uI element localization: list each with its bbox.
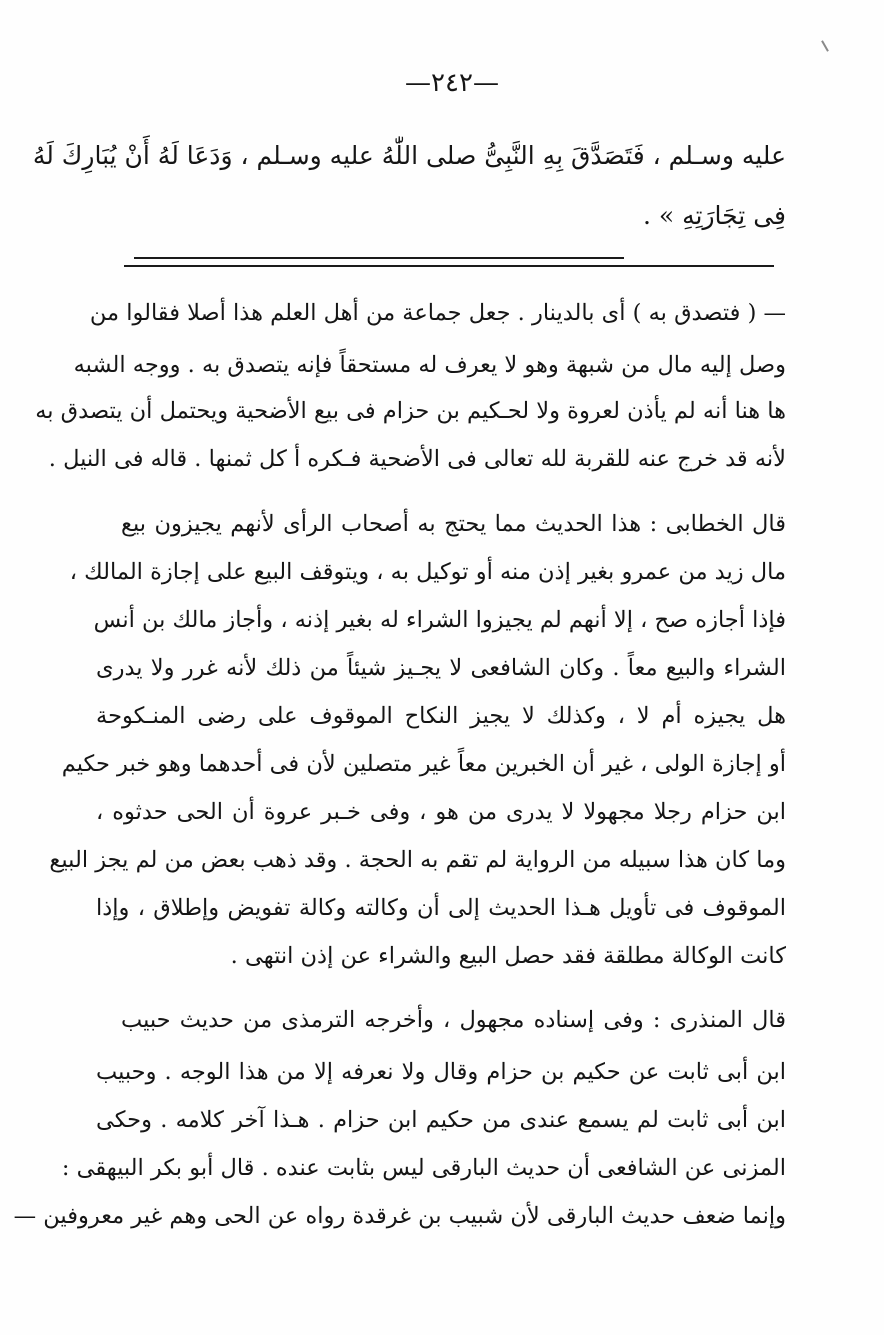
page-number: —٢٤٢— [405, 68, 499, 98]
separator-rule [124, 265, 774, 267]
commentary-line: قال الخطابى : هذا الحديث مما يحتج به أصحاب الرأى لأنهم يجيزون بيع [121, 511, 786, 537]
margin-mark [821, 40, 829, 51]
separator-rule [134, 257, 624, 259]
commentary-line: — ( فتصدق به ) أى بالدينار . جعل جماعة من أهل العلم هذا أصلا فقالوا من [89, 300, 786, 326]
commentary-line: وصل إليه مال من شبهة وهو لا يعرف له مستحقاً فإنه يتصدق به . ووجه الشبه [73, 352, 786, 378]
commentary-line: الموقوف فى تأويل هـذا الحديث إلى أن وكالته وكالة تفويض وإطلاق ، وإذا [96, 895, 786, 921]
commentary-line: ها هنا أنه لم يأذن لعروة ولا لحـكيم بن حزام فى بيع الأضحية ويحتمل أن يتصدق به [35, 398, 786, 424]
commentary-line: ابن حزام رجلا مجهولا لا يدرى من هو ، وفى خـبر عروة أن الحى حدثوه ، [96, 799, 786, 825]
hadith-line: عليه وسـلم ، فَتَصَدَّقَ بِهِ النَّبِىُّ صلى اللّٰهُ عليه وسـلم ، وَدَعَا لَهُ أَنْ يُبَارِكَ لَهُ [32, 141, 786, 170]
commentary-line: قال المنذرى : وفى إسناده مجهول ، وأخرجه الترمذى من حديث حبيب [121, 1007, 786, 1033]
commentary-line: ابن أبى ثابت لم يسمع عندى من حكيم ابن حزام . هـذا آخر كلامه . وحكى [96, 1107, 786, 1133]
commentary-line: وإنما ضعف حديث البارقى لأن شبيب بن غرقدة رواه عن الحى وهم غير معروفين — [13, 1203, 786, 1229]
hadith-line: فِى تِجَارَتِهِ » . [642, 201, 786, 230]
commentary-line: مال زيد من عمرو بغير إذن منه أو توكيل به ، ويتوقف البيع على إجازة المالك ، [69, 559, 786, 585]
commentary-line: ابن أبى ثابت عن حكيم بن حزام وقال ولا نعرفه إلا من هذا الوجه . وحبيب [96, 1059, 786, 1085]
commentary-line: هل يجيزه أم لا ، وكذلك لا يجيز النكاح الموقوف على رضى المنـكوحة [96, 703, 786, 729]
commentary-line: لأنه قد خرج عنه للقربة لله تعالى فى الأضحية فـكره أ كل ثمنها . قاله فى النيل . [48, 446, 786, 472]
commentary-line: فإذا أجازه صح ، إلا أنهم لم يجيزوا الشراء له بغير إذنه ، وأجاز مالك بن أنس [93, 607, 786, 633]
commentary-line: وما كان هذا سبيله من الرواية لم تقم به الحجة . وقد ذهب بعض من لم يجز البيع [49, 847, 786, 873]
commentary-line: كانت الوكالة مطلقة فقد حصل البيع والشراء عن إذن انتهى . [230, 943, 786, 969]
commentary-line: أو إجازة الولى ، غير أن الخبرين معاً غير متصلين لأن فى أحدهما وهو خبر حكيم [61, 751, 786, 777]
commentary-line: المزنى عن الشافعى أن حديث البارقى ليس بثابت عنده . قال أبو بكر البيهقى : [61, 1155, 786, 1181]
commentary-line: الشراء والبيع معاً . وكان الشافعى لا يجـيز شيئاً من ذلك لأنه غرر ولا يدرى [96, 655, 786, 681]
